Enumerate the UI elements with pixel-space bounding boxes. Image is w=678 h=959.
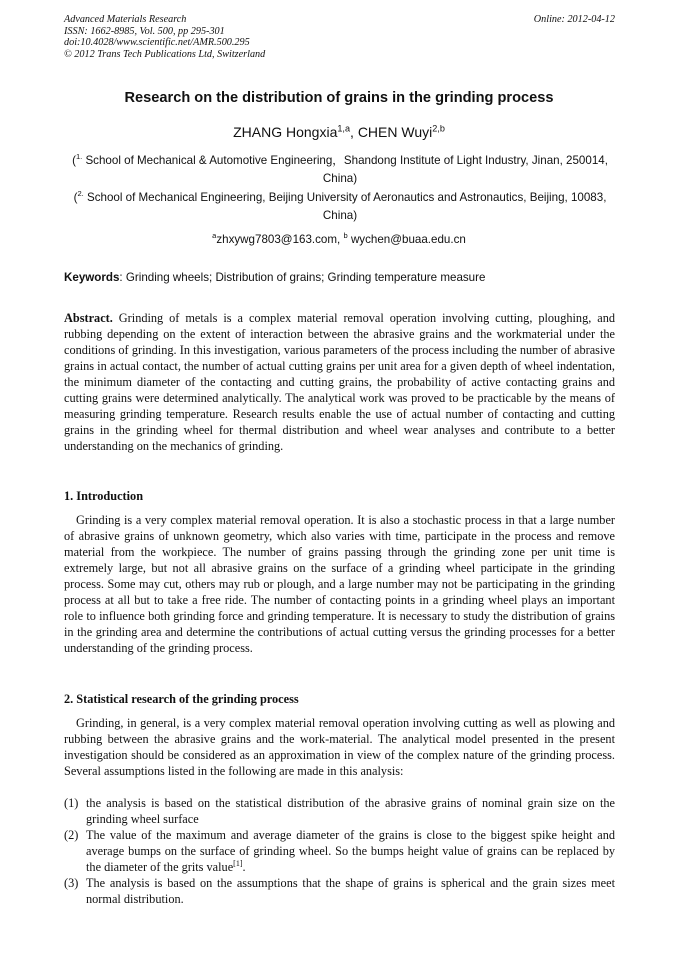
- keywords-label: Keywords: [64, 271, 120, 284]
- doi-line: doi:10.4028/www.scientific.net/AMR.500.295: [64, 37, 250, 48]
- list-item-number: (1): [64, 796, 79, 810]
- section-heading-introduction: 1. Introduction: [64, 489, 144, 503]
- list-item: [64, 795, 615, 827]
- list-item-end: .: [242, 860, 246, 874]
- author-1-name: ZHANG Hongxia: [233, 124, 338, 140]
- copyright-line: © 2012 Trans Tech Publications Ltd, Switzerland: [64, 48, 266, 60]
- section-heading-statistical-research: 2. Statistical research of the grinding process: [64, 692, 299, 706]
- abstract-label: Abstract.: [64, 311, 113, 325]
- list-item: [64, 875, 615, 907]
- email-line: [0, 233, 678, 246]
- keywords: [64, 271, 624, 284]
- affiliation-2: ($^{2.}$ School of Mechanical Engineering, Beijing University of Aeronautics and Astronautics, Beijing, 10083, China): [73, 189, 607, 222]
- list-item-number: (3): [64, 876, 79, 890]
- list-item: [64, 827, 615, 875]
- abstract-text: Grinding of metals is a complex material removal operation involving cutting, ploughing, and rubbing depending on the extent of interaction between the abrasive grains and the workmaterial under the conditions of grinding. In this investigation, various parameters of the process including the number of abrasive grains in actual contact, the number of actual cutting grains per unit area for a given depth of wheel indentation, the minimum diameter of the contacting and cutting grains, the probability of active contacting grains and cutting grains were determined analytically. The analytical work was proved to be practicable by the means of measuring grinding temperature. Research results enable the use of actual number of contacting and cutting grains in the grinding wheel for thermal distribution and wheel wear analyses and contribute to a better understanding on the mechanics of grinding.: [64, 311, 615, 453]
- author-2-name: CHEN Wuyi: [357, 124, 433, 140]
- author-1-sup: 1,a: [337, 123, 351, 134]
- affiliation-1-sup: 1.: [75, 152, 83, 162]
- citation-ref: [1]: [233, 858, 243, 868]
- keywords-text: : Grinding wheels; Distribution of grains; Grinding temperature measure: [119, 271, 486, 284]
- online-date: Online: 2012-04-12: [533, 14, 615, 25]
- email-b-sup: b: [343, 231, 348, 241]
- affiliation-1-text: School of Mechanical & Automotive Engineering，Shandong Institute of Light Industry, Jinan, 250014, China): [85, 154, 608, 185]
- author-separator: ,: [350, 124, 358, 140]
- statistical-research-body: Grinding, in general, is a very complex material removal operation involving cutting as well as plowing and rubbing between the abrasive grains and the work-material. The analytical model presented in the present investigation should be considered as an approximation in view of the complex nature of the grinding process. Several assumptions listed in the following are made in this analysis:: [64, 716, 615, 778]
- email-b: wychen@buaa.edu.cn: [350, 233, 466, 246]
- author-line: [0, 124, 678, 140]
- assumptions-list: [64, 795, 615, 907]
- affiliation-2-text: School of Mechanical Engineering, Beijing University of Aeronautics and Astronautics, Beijing, 10083, China): [86, 191, 607, 222]
- author-2-sup: 2,b: [432, 123, 445, 134]
- paper-title: Research on the distribution of grains in the grinding process: [124, 90, 554, 106]
- email-a-sup: a: [212, 231, 217, 241]
- affiliation-2-sup: 2.: [77, 189, 84, 199]
- running-header: [64, 14, 615, 60]
- introduction-body: Grinding is a very complex material removal operation. It is also a stochastic process in that a large number of abrasive grains of unknown geometry, which also varies with time, participate in the process and remove material from the workpiece. The number of grains passing through the grinding zone per unit time is extremely large, but not all abrasive grains on the surface of a grinding wheel participate in the grinding process. Some may cut, others may rub or plough, and a large number may not be participating in the grinding process at all but to take a free ride. The number of contacting points in a grinding wheel plays an important role to influence both grinding force and grinding temperature. It is necessary to study the distribution of grains in the grinding area and determine the contributions of actual cutting versus the grinding processes for a better understanding of the grinding process.: [64, 513, 615, 655]
- email-a: zhxywg7803@163.com,: [216, 233, 341, 246]
- issn-line: ISSN: 1662-8985, Vol. 500, pp 295-301: [64, 25, 225, 37]
- list-item-text: the analysis is based on the statistical distribution of the abrasive grains of nominal grain size on the grinding wheel surface: [86, 796, 615, 826]
- list-item-text: The value of the maximum and average diameter of the grains is close to the biggest spike height and average bumps on the surface of grinding wheel. So the bumps height value of grains can be replaced by the diameter of the grits value: [86, 828, 615, 874]
- journal-name: Advanced Materials Research: [64, 14, 187, 25]
- affiliation-1: ($^{1.}$ School of Mechanical & Automotive Engineering，Shandong Institute of Light Industry, Jinan, 250014, China): [72, 152, 608, 185]
- list-item-number: (2): [64, 828, 79, 842]
- abstract: [64, 310, 615, 454]
- list-item-text: The analysis is based on the assumptions that the shape of grains is spherical and the grain sizes meet normal distribution.: [86, 876, 615, 906]
